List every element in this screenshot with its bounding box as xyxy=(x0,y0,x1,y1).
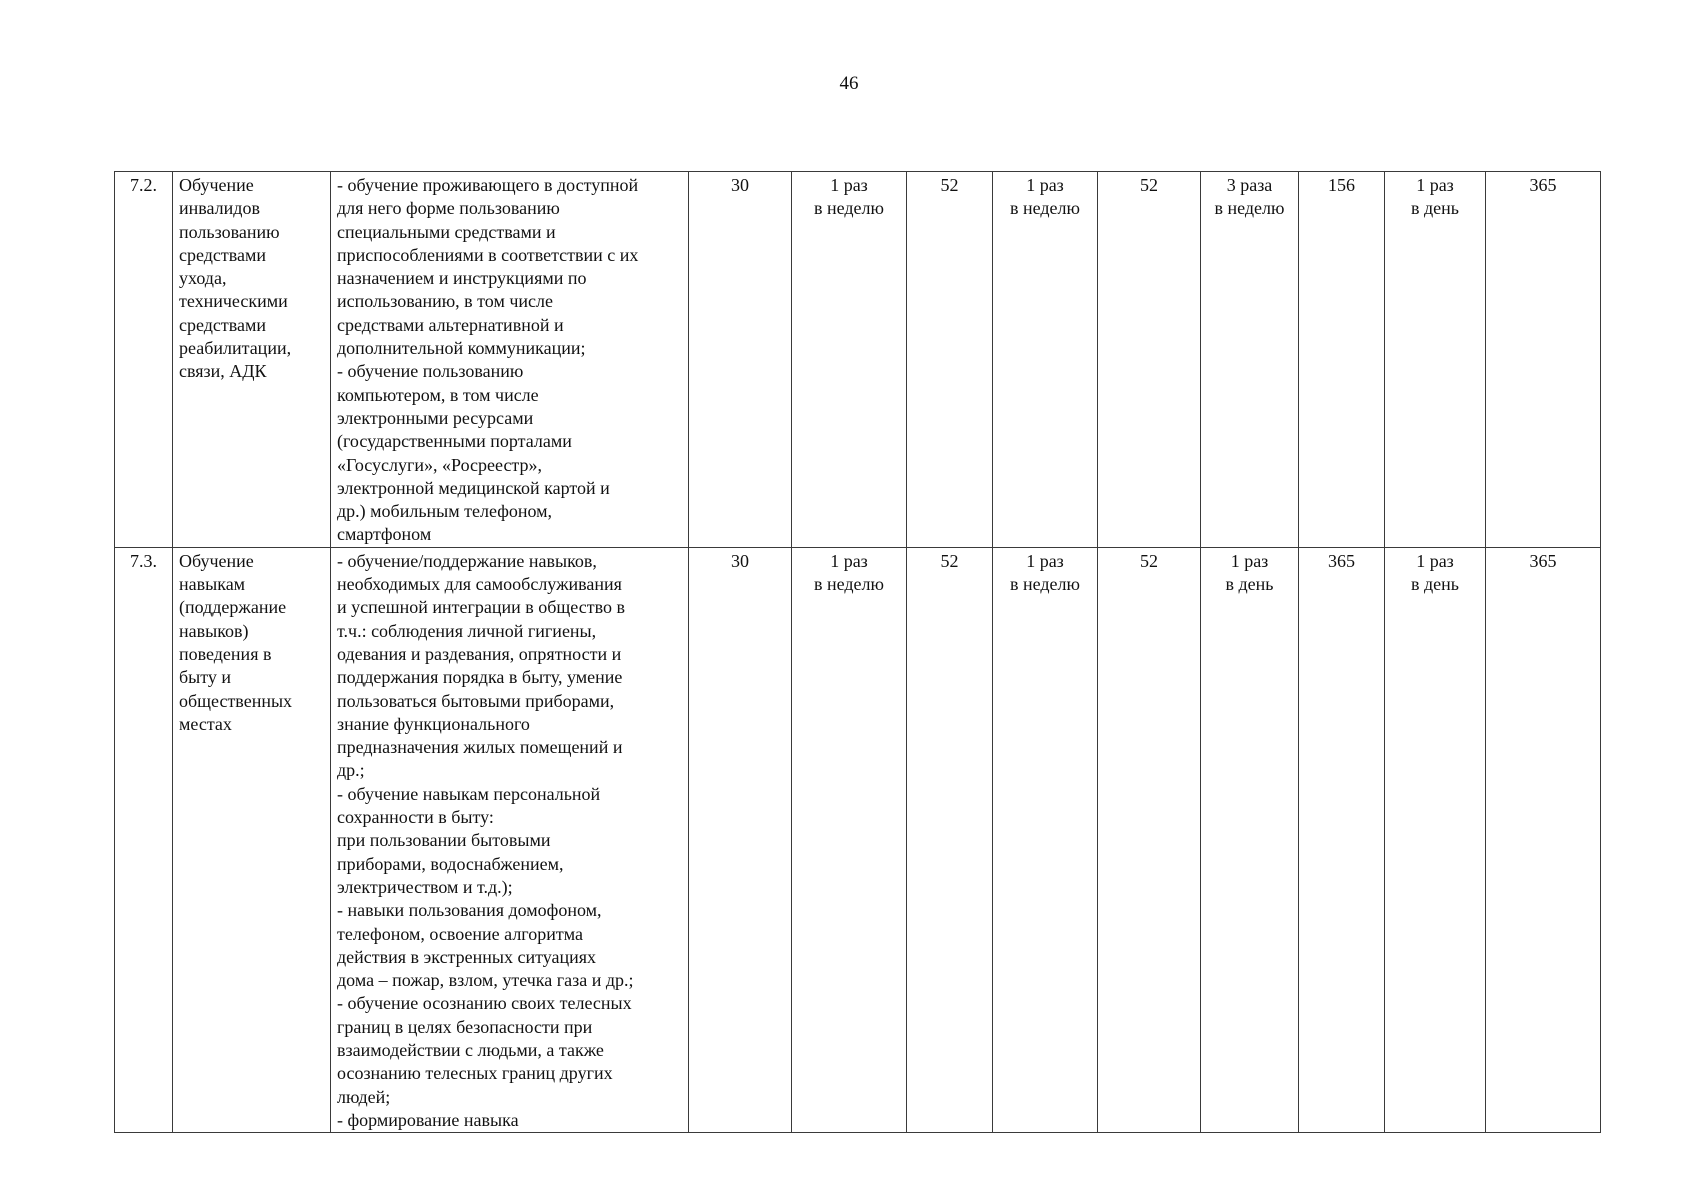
service-name: Обучение инвалидов пользованию средствами ухода, техническими средствами реабилитации, связи, АДК xyxy=(173,172,331,548)
page-number: 46 xyxy=(839,73,859,94)
volume-value: 365 xyxy=(1299,547,1385,1132)
frequency-value: 3 раза в неделю xyxy=(1201,172,1299,548)
volume-value: 52 xyxy=(907,547,993,1132)
service-name: Обучение навыкам (поддержание навыков) поведения в быту и общественных местах xyxy=(173,547,331,1132)
volume-value: 365 xyxy=(1486,172,1601,548)
frequency-value: 1 раз в день xyxy=(1385,547,1486,1132)
frequency-value: 1 раз в неделю xyxy=(792,547,907,1132)
volume-value: 52 xyxy=(1098,172,1201,548)
volume-value: 30 xyxy=(689,172,792,548)
volume-value: 30 xyxy=(689,547,792,1132)
row-number: 7.3. xyxy=(115,547,173,1132)
frequency-value: 1 раз в день xyxy=(1201,547,1299,1132)
volume-value: 52 xyxy=(1098,547,1201,1132)
table-row xyxy=(115,547,1601,1132)
services-table xyxy=(114,171,1601,1133)
volume-value: 52 xyxy=(907,172,993,548)
table-row xyxy=(115,172,1601,548)
row-number: 7.2. xyxy=(115,172,173,548)
volume-value: 156 xyxy=(1299,172,1385,548)
frequency-value: 1 раз в неделю xyxy=(792,172,907,548)
frequency-value: 1 раз в неделю xyxy=(993,547,1098,1132)
service-description: - обучение проживающего в доступной для него форме пользованию специальными средствами и приспособлениями в соответствии с их назначением и инструкциями по использованию, в том числе средствами альтернативной и дополнительной коммуникации; - обучение пользованию компьютером, в том числе электронными ресурсами (государственными порталами «Госуслуги», «Росреестр», электронной медицинской картой и др.) мобильным телефоном, смартфоном xyxy=(331,172,689,548)
service-description: - обучение/поддержание навыков, необходимых для самообслуживания и успешной интеграции в общество в т.ч.: соблюдения личной гигиены, одевания и раздевания, опрятности и поддержания порядка в быту, умение пользоваться бытовыми приборами, знание функционального предназначения жилых помещений и др.; - обучение навыкам персональной сохранности в быту: при пользовании бытовыми приборами, водоснабжением, электричеством и т.д.); - навыки пользования домофоном, телефоном, освоение алгоритма действия в экстренных ситуациях дома – пожар, взлом, утечка газа и др.; - обучение осознанию своих телесных границ в целях безопасности при взаимодействии с людьми, а также осознанию телесных границ других людей; - формирование навыка xyxy=(331,547,689,1132)
frequency-value: 1 раз в день xyxy=(1385,172,1486,548)
frequency-value: 1 раз в неделю xyxy=(993,172,1098,548)
volume-value: 365 xyxy=(1486,547,1601,1132)
